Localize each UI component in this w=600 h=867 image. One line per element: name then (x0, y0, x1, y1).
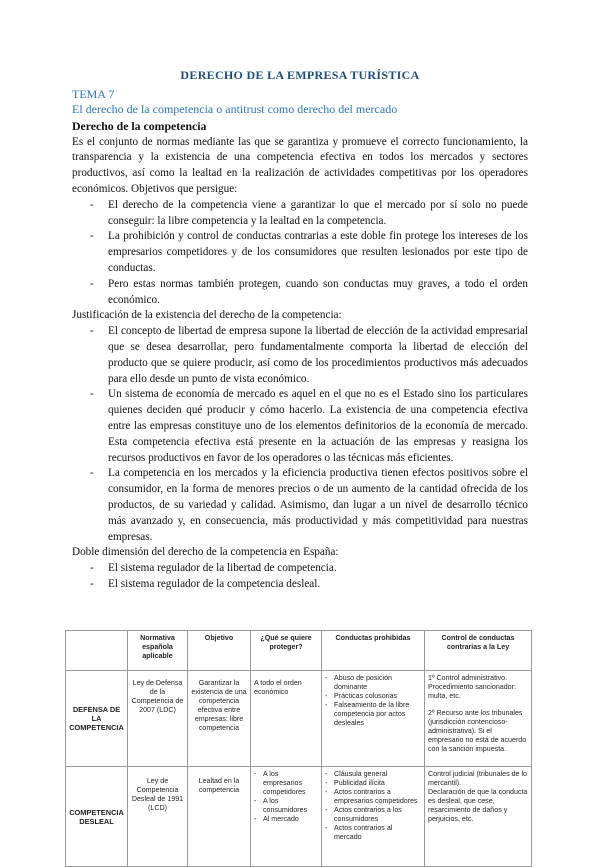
table-cell: Garantizar la existencia de una competencia efectiva entre empresas: libre competencia (188, 671, 251, 767)
table-cell (322, 767, 425, 867)
tema-label: TEMA 7 (72, 86, 115, 101)
list-item: - Actos contrarios al mercado (325, 824, 421, 842)
list-item: - A los empresarios competidores (254, 770, 318, 797)
list-item: - El derecho de la competencia viene a garantizar lo que el mercado por sí solo no puede conseguir: la libre competencia y la lealtad en la competencia. (90, 198, 528, 227)
objetivos-list (72, 198, 528, 309)
table-cell (322, 671, 425, 767)
document-page (72, 68, 528, 593)
list-item: - La competencia en los mercados y la eficiencia productiva tienen efectos positivos sobre el consumidor, en la forma de menores precios o de un aumento de la cantidad ofrecida de los productos, de su variedad y calidad. Asimismo, dan lugar a un nivel de desarrollo técnico más avanzado y, en consecuencia, más productividad y más competitividad para nuestras empresas. (90, 467, 528, 543)
list-item: - El sistema regulador de la competencia desleal. (90, 577, 321, 590)
justificacion-list (72, 324, 528, 545)
control-text: 2º Recurso ante los tribunales (jurisdicción contencioso-administrativa). Si el empresario no está de acuerdo con la sanción impuesta. (428, 709, 527, 753)
conductas-list (325, 674, 421, 728)
table-header-row (66, 631, 532, 671)
list-item: - Cláusula general (325, 770, 421, 779)
table-row (66, 767, 532, 867)
list-item: - El concepto de libertad de empresa supone la libertad de elección de la actividad empresarial que se desea desarrollar, pero fundamentalmente comporta la libertad de elección del producto que se quiere producir, así como de los procedimientos productivos más adecuados para ello desde un punto de vista económico. (90, 325, 528, 385)
list-item: - Abuso de posición dominante (325, 674, 421, 692)
header-cell: Control de conductas contrarias a la Ley (425, 631, 532, 671)
table-cell (425, 767, 532, 867)
list-item: - A los consumidores (254, 797, 318, 815)
table-row (66, 671, 532, 767)
header-cell: Normativa española aplicable (128, 631, 188, 671)
list-item: - Pero estas normas también protegen, cuando son conductas muy graves, a todo el orden económico. (90, 277, 528, 306)
list-item: - Al mercado (254, 815, 318, 824)
row-header: COMPETENCIA DESLEAL (66, 767, 128, 867)
list-item: - Publicidad ilícita (325, 779, 421, 788)
header-cell: Objetivo (188, 631, 251, 671)
list-item: - Actos contrarios a empresarios competidores (325, 788, 421, 806)
control-text: Control judicial (tribunales de lo mercantil). (428, 770, 527, 787)
document-title: DERECHO DE LA EMPRESA TURÍSTICA (180, 68, 420, 82)
section-subtitle: El derecho de la competencia o antitrust como derecho del mercado (72, 101, 398, 116)
conductas-list (325, 770, 421, 842)
protege-list (254, 770, 318, 824)
list-item: - Actos contrarios a los consumidores (325, 806, 421, 824)
intro-paragraph: Es el conjunto de normas mediante las que se garantiza y promueve el correcto funcionamiento, la transparencia y la existencia de una competencia efectiva en todos los mercados y sectores productivos, así como la lealtad en la realización de actividades competitivas por los operadores económicos. Objetivos que persigue: (72, 135, 528, 195)
header-cell: ¿Qué se quiere proteger? (251, 631, 322, 671)
list-item: - Falseamiento de la libre competencia por actos desleales (325, 701, 421, 728)
section-heading: Derecho de la competencia (72, 118, 207, 133)
list-item: - La prohibición y control de conductas contrarias a este doble fin protege los intereses de los empresarios competidores y de los consumidores que resulten lesionados por este tipo de conductas. (90, 230, 528, 274)
control-text: Declaración de que la conducta es desleal, que cese, resarcimiento de daños y perjuicios, etc. (428, 788, 528, 823)
list-item: - El sistema regulador de la libertad de competencia. (90, 562, 337, 575)
row-header: DEFENSA DE LA COMPETENCIA (66, 671, 128, 767)
table-cell (425, 671, 532, 767)
justificacion-intro: Justificación de la existencia del derecho de la competencia: (72, 309, 342, 322)
table-cell: Ley de Defensa de la Competencia de 2007 (LDC) (128, 671, 188, 767)
table-cell: Ley de Competencia Desleal de 1991 (LCD) (128, 767, 188, 867)
control-text: 1º Control administrativo. Procedimiento sancionador: multa, etc. (428, 674, 516, 700)
list-item: - Un sistema de economía de mercado es aquel en el que no es el Estado sino los particulares quienes deciden qué producir y cómo hacerlo. La existencia de una competencia efectiva entre las empresas constituye uno de los elementos definitorios de la economía de mercado. Esta competencia efectiva está presente en la actuación de las empresas y reasigna los recursos productivos en favor de los operadores o las técnicas más eficientes. (90, 388, 528, 464)
list-item: - Prácticas colusorias (325, 692, 421, 701)
doble-list (72, 561, 528, 593)
table-cell: A todo el orden económico (251, 671, 322, 767)
header-cell: Conductas prohibidas (322, 631, 425, 671)
header-cell (66, 631, 128, 671)
table-cell (251, 767, 322, 867)
doble-intro: Doble dimensión del derecho de la competencia en España: (72, 546, 339, 559)
table-cell: Lealtad en la competencia (188, 767, 251, 867)
comparison-table (65, 630, 532, 867)
